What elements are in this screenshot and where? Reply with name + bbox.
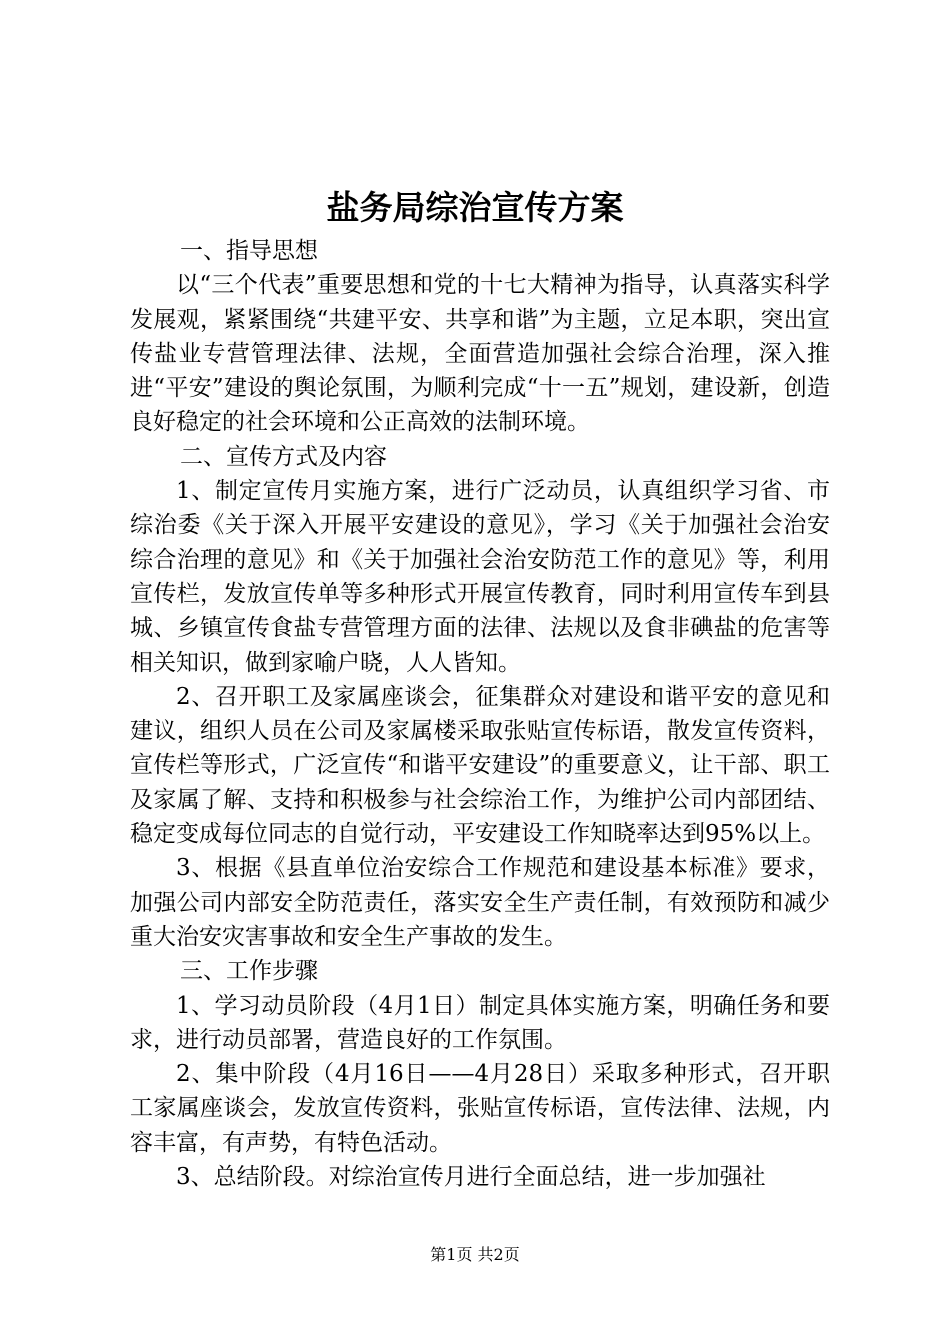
section-heading: 三、工作步骤 [180,958,318,985]
body-paragraph: 以“三个代表”重要思想和党的十七大精神为指导，认真落实科学发展观，紧紧围绕“共建平安、共享和谐”为主题，立足本职，突出宣传盐业专营管理法律、法规，全面营造加强社会综合治理，深入推进“平安”建设的舆论氛围，为顺利完成“十一五”规划，建设新，创造良好稳定的社会环境和公正高效的法制环境。 [130,272,830,436]
body-paragraph: 3、总结阶段。对综治宣传月进行全面总结，进一步加强社 [176,1164,766,1191]
body-paragraph: 1、学习动员阶段（4月1日）制定具体实施方案，明确任务和要求，进行动员部署，营造良好的工作氛围。 [130,992,830,1053]
page-number-footer: 第1页 共2页 [430,1245,520,1264]
document-body [130,234,830,1194]
section-heading: 二、宣传方式及内容 [180,443,387,470]
section-heading: 一、指导思想 [180,238,318,264]
body-paragraph: 3、根据《县直单位治安综合工作规范和建设基本标准》要求，加强公司内部安全防范责任，落实安全生产责任制，有效预防和减少重大治安灾害事故和安全生产事故的发生。 [130,855,830,950]
body-paragraph: 2、召开职工及家属座谈会，征集群众对建设和谐平安的意见和建议，组织人员在公司及家属楼采取张贴宣传标语，散发宣传资料，宣传栏等形式，广泛宣传“和谐平安建设”的重要意义，让干部、职工及家属了解、支持和积极参与社会综治工作，为维护公司内部团结、稳定变成每位同志的自觉行动，平安建设工作知晓率达到95%以上。 [130,683,830,848]
document-title: 盐务局综治宣传方案 [326,188,624,227]
body-paragraph: 2、集中阶段（4月16日——4月28日）采取多种形式，召开职工家属座谈会，发放宣传资料，张贴宣传标语，宣传法律、法规，内容丰富，有声势，有特色活动。 [130,1061,830,1156]
body-paragraph: 1、制定宣传月实施方案，进行广泛动员，认真组织学习省、市综治委《关于深入开展平安建设的意见》，学习《关于加强社会治安综合治理的意见》和《关于加强社会治安防范工作的意见》等，利用宣传栏，发放宣传单等多种形式开展宣传教育，同时利用宣传车到县城、乡镇宣传食盐专营管理方面的法律、法规以及食非碘盐的危害等相关知识，做到家喻户晓，人人皆知。 [130,478,830,676]
